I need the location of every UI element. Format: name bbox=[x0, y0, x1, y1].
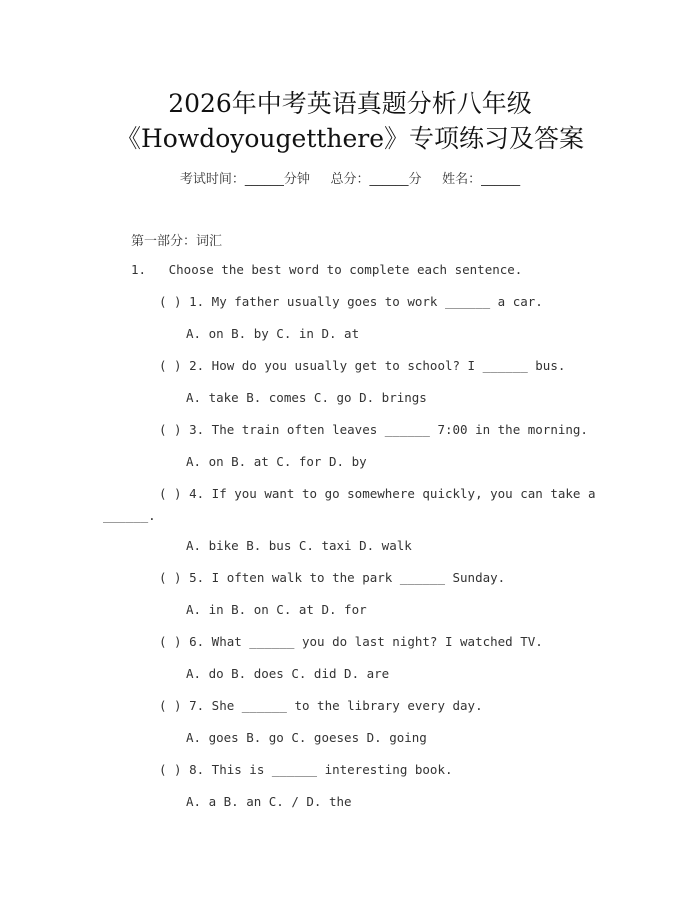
question-options-5: A. in B. on C. at D. for bbox=[186, 602, 367, 617]
question-stem-8: ( ) 8. This is ______ interesting book. bbox=[159, 762, 453, 777]
document-title: 2026年中考英语真题分析八年级 bbox=[168, 89, 532, 118]
question-stem-2: ( ) 2. How do you usually get to school? I ______ bus. bbox=[159, 358, 566, 373]
instruction: 1. Choose the best word to complete each sentence. bbox=[131, 262, 523, 277]
exam-meta-line: 考试时间：______分钟 总分：______分 姓名：______ bbox=[179, 172, 521, 187]
question-options-1: A. on B. by C. in D. at bbox=[186, 326, 360, 341]
question-stem-7: ( ) 7. She ______ to the library every day. bbox=[159, 698, 483, 713]
question-stem-3: ( ) 3. The train often leaves ______ 7:00 in the morning. bbox=[159, 422, 588, 437]
document-subtitle: 《Howdoyougetthere》专项练习及答案 bbox=[115, 124, 585, 153]
question-options-4: A. bike B. bus C. taxi D. walk bbox=[186, 538, 412, 553]
question-options-7: A. goes B. go C. goeses D. going bbox=[186, 730, 427, 745]
question-options-3: A. on B. at C. for D. by bbox=[186, 454, 367, 469]
question-options-2: A. take B. comes C. go D. brings bbox=[186, 390, 427, 405]
question-stem-4-continued: ______. bbox=[103, 508, 156, 523]
question-stem-6: ( ) 6. What ______ you do last night? I watched TV. bbox=[159, 634, 543, 649]
question-stem-1: ( ) 1. My father usually goes to work ______ a car. bbox=[159, 294, 543, 309]
question-options-8: A. a B. an C. / D. the bbox=[186, 794, 352, 809]
question-stem-5: ( ) 5. I often walk to the park ______ Sunday. bbox=[159, 570, 506, 585]
section-heading: 第一部分：词汇 bbox=[131, 234, 223, 249]
question-stem-4: ( ) 4. If you want to go somewhere quickly, you can take a bbox=[159, 486, 596, 501]
question-options-6: A. do B. does C. did D. are bbox=[186, 666, 390, 681]
